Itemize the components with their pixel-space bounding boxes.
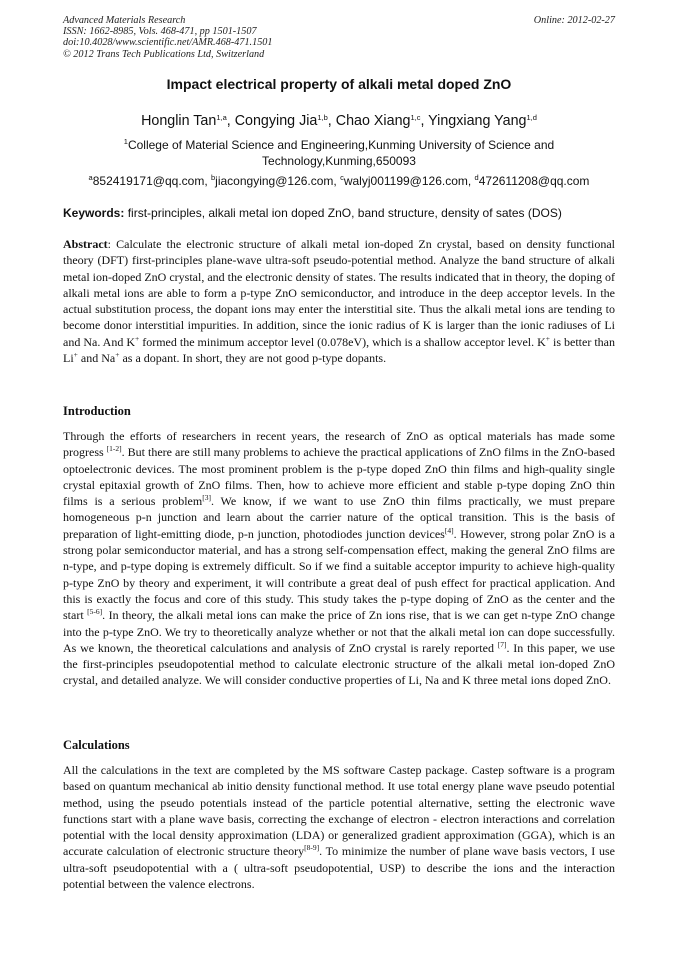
email-separator: , bbox=[467, 174, 475, 188]
text-run: . However, strong polar ZnO is a strong polar semiconductor material, and has a strong self-compensation effect, making the general ZnO films are n-type, and p-type doping is extremely difficult. So if we find a suitable acceptor impurity to achieve high-quality p-type ZnO by theory and experiment, it will contribute a great deal of push effect for practical application. And this is exactly the focus and core of this study. This study takes the p-type doping of ZnO as the center and the start bbox=[63, 526, 616, 623]
superscript: + bbox=[545, 333, 551, 343]
abstract-body bbox=[63, 237, 615, 365]
copyright-line: © 2012 Trans Tech Publications Ltd, Switzerland bbox=[63, 48, 265, 60]
journal-name: Advanced Materials Research bbox=[63, 15, 186, 26]
text-run: . But there are still many problems to achieve the practical applications of ZnO films in the ZnO-based optoelectronic devices. The most prominent problem is the p-type doped ZnO thin films and high-quality single crystal epitaxial growth of ZnO films. Then, how to achieve more efficient and stable p-type doping ZnO thin films is a serious problem bbox=[63, 445, 615, 509]
keywords-label: Keywords: bbox=[63, 206, 125, 220]
journal-header bbox=[63, 15, 615, 60]
introduction-paragraph bbox=[63, 428, 615, 689]
email-address[interactable]: jiacongying@126.com bbox=[215, 174, 334, 188]
author-name: Chao Xiang bbox=[335, 113, 411, 129]
online-date: Online: 2012-02-27 bbox=[533, 15, 615, 26]
citation-ref[interactable]: [8-9] bbox=[304, 843, 320, 853]
keywords bbox=[63, 206, 615, 220]
text-run: formed the minimum acceptor level (0.078eV), which is a shallow acceptor level. K bbox=[139, 334, 546, 349]
text-run: Through the efforts of researchers in recent years, the research of ZnO as optical materials has made some progress bbox=[63, 429, 615, 460]
calculations-paragraph bbox=[63, 762, 615, 892]
calculations-heading: Calculations bbox=[63, 738, 130, 752]
issn-line: ISSN: 1662-8985, Vols. 468-471, pp 1501-1507 bbox=[63, 26, 257, 38]
text-run: is better than Li bbox=[63, 334, 615, 366]
affiliation bbox=[100, 137, 578, 169]
email-address[interactable]: 852419171@qq.com bbox=[92, 174, 205, 188]
author-separator: , bbox=[327, 113, 336, 129]
author-marker: 1,b bbox=[317, 113, 328, 122]
email-separator: , bbox=[333, 174, 341, 188]
email-address[interactable]: 472611208@qq.com bbox=[478, 174, 590, 188]
author-name: Yingxiang Yang bbox=[428, 113, 527, 129]
affiliation-marker: 1 bbox=[123, 137, 128, 146]
superscript: + bbox=[115, 350, 120, 360]
text-run: . In this paper, we use the first-principles pseudopotential method to calculate electronic structure of the alkali metal ion-doped ZnO crystal, and detailed analyze. We will consider conductive properties of Li, Na and K three metal ions doped ZnO. bbox=[63, 640, 615, 688]
author-marker: 1,c bbox=[410, 113, 421, 122]
citation-ref[interactable]: [4] bbox=[444, 525, 454, 535]
author-list bbox=[0, 113, 678, 129]
keywords-text: first-principles, alkali metal ion doped ZnO, band structure, density of sates (DOS) bbox=[124, 206, 562, 220]
affiliation-text: College of Material Science and Engineering,Kunming University of Science and Technology,Kunming,650093 bbox=[127, 138, 555, 168]
text-run: . In theory, the alkali metal ions can make the price of Zn ions rise, that is we can get n-type ZnO change into the p-type ZnO. We try to theoretically analyze whether or not that the alkali metal ion can dope successfully. As we known, the theoretical calculations and analysis of ZnO crystal is rarely reported bbox=[63, 608, 615, 655]
text-run: : Calculate the electronic structure of alkali metal ion-doped Zn crystal, based on density functional theory (DFT) first-principles plane-wave ultra-soft pseudo-potential method. Analyze the band structure of alkali metal ion-doped ZnO crystal, and the electronic density of states. The results indicated that in theory, the doping of alkali metal ions are able to form a p-type ZnO semiconductor, and introduce in the deep acceptor levels. In the actual substitution process, the dopant ions may enter the interstitial site. Thus the alkali metal ions are tending to become donor interstitial impurities. In addition, since the ionic radius of K is larger than the ionic radiuses of Li and Na. And K bbox=[63, 237, 615, 349]
superscript: + bbox=[135, 333, 140, 343]
email-address[interactable]: walyj001199@126.com bbox=[343, 174, 468, 188]
text-run: and Na bbox=[77, 351, 116, 366]
author-marker: 1,d bbox=[526, 113, 537, 122]
citation-ref[interactable]: [1-2] bbox=[106, 444, 122, 454]
author-name: Honglin Tan bbox=[141, 113, 217, 129]
doi-line[interactable]: doi:10.4028/www.scientific.net/AMR.468-471.1501 bbox=[63, 37, 273, 49]
superscript: + bbox=[73, 350, 78, 360]
author-name: Congying Jia bbox=[234, 113, 318, 129]
introduction-heading: Introduction bbox=[63, 404, 131, 418]
email-separator: , bbox=[204, 174, 211, 188]
author-separator: , bbox=[226, 113, 235, 129]
abstract-paragraph bbox=[63, 236, 615, 366]
text-run: . We know, if we want to use ZnO thin films practically, we must prepare homogeneous p-n junction and learn about the carrier nature of the optical transition. This is the basis of preparation of light-emitting diode, p-n junction, photodiodes junction devices bbox=[63, 494, 616, 541]
paper-title: Impact electrical property of alkali metal doped ZnO bbox=[166, 76, 512, 92]
author-separator: , bbox=[420, 113, 429, 129]
email-marker: c bbox=[340, 173, 344, 182]
citation-ref[interactable]: [7] bbox=[497, 639, 507, 649]
email-list bbox=[0, 174, 678, 188]
text-run: All the calculations in the text are completed by the MS software Castep package. Castep software is a program based on quantum mechanical ab initio density functional method. It use total energy plane wave pseudo potential method, using the pseudo potentials instead of the particle potential alternative, setting the electronic wave functions start with a plane wave basis, correcting the exchange of electron - electron interactions and correlation potential with the local density approximation (LDA) or generalized gradient approximation (GGA), which is an accurate calculation of electronic structure theory bbox=[63, 763, 615, 859]
email-marker: a bbox=[88, 173, 93, 182]
email-marker: d bbox=[474, 173, 479, 182]
text-run: as a dopant. In short, they are not good p-type dopants. bbox=[119, 351, 387, 366]
email-marker: b bbox=[211, 173, 216, 182]
citation-ref[interactable]: [3] bbox=[202, 493, 211, 503]
abstract-label: Abstract bbox=[63, 237, 108, 251]
author-marker: 1,a bbox=[216, 113, 227, 122]
text-run: . To minimize the number of plane wave basis vectors, I use ultra-soft pseudopotential with a ( ultra-soft pseudopotential, USP) to describe the ions and the interaction potential between the valence electrons. bbox=[63, 844, 616, 892]
citation-ref[interactable]: [5-6] bbox=[87, 607, 103, 617]
